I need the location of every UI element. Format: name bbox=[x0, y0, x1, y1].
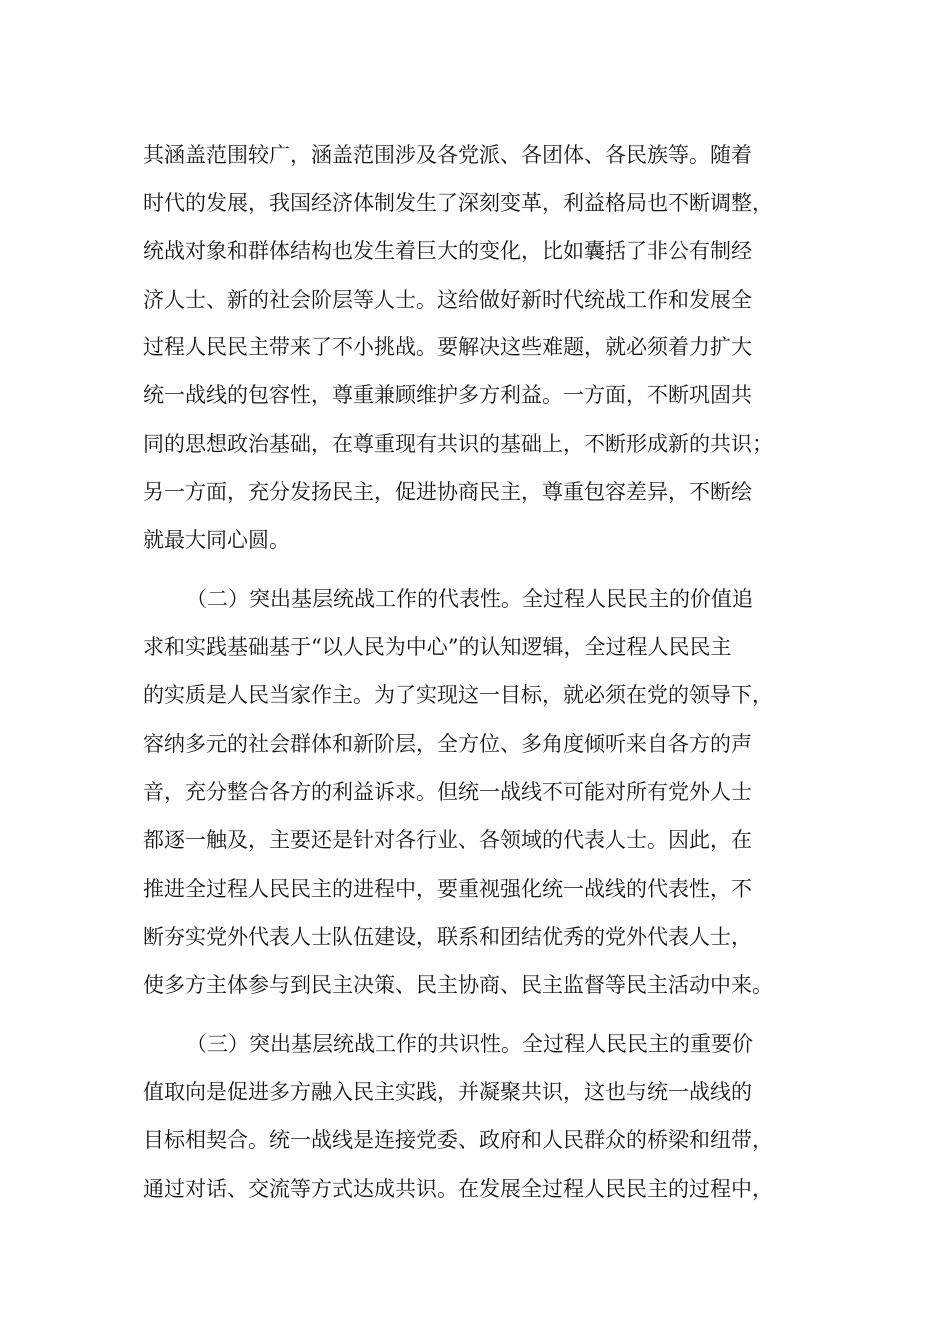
text-line: 容纳多元的社会群体和新阶层，全方位、多角度倾听来自各方的声 bbox=[143, 732, 752, 756]
paragraph-heading-line: （三）突出基层统战工作的共识性。全过程人民民主的重要价 bbox=[186, 1032, 753, 1056]
text-line: 值取向是促进多方融入民主实践，并凝聚共识，这也与统一战线的 bbox=[143, 1080, 752, 1104]
text-line: 断夯实党外代表人士队伍建设，联系和团结优秀的党外代表人士， bbox=[143, 925, 752, 949]
text-line: 时代的发展，我国经济体制发生了深刻变革，利益格局也不断调整， bbox=[143, 191, 773, 215]
text-line: 使多方主体参与到民主决策、民主协商、民主监督等民主活动中来。 bbox=[143, 973, 773, 997]
text-line: 音，充分整合各方的利益诉求。但统一战线不可能对所有党外人士 bbox=[143, 780, 752, 804]
text-line: 同的思想政治基础，在尊重现有共识的基础上，不断形成新的共识； bbox=[143, 432, 773, 456]
text-line: 都逐一触及，主要还是针对各行业、各领域的代表人士。因此，在 bbox=[143, 828, 752, 852]
text-line: 过程人民民主带来了不小挑战。要解决这些难题，就必须着力扩大 bbox=[143, 335, 752, 359]
text-line: 统战对象和群体结构也发生着巨大的变化，比如囊括了非公有制经 bbox=[143, 239, 752, 263]
text-line: 目标相契合。统一战线是连接党委、政府和人民群众的桥梁和纽带， bbox=[143, 1128, 773, 1152]
text-line: 的实质是人民当家作主。为了实现这一目标，就必须在党的领导下， bbox=[143, 683, 773, 707]
text-line: 济人士、新的社会阶层等人士。这给做好新时代统战工作和发展全 bbox=[143, 288, 752, 312]
paragraph-heading-line: （二）突出基层统战工作的代表性。全过程人民民主的价值追 bbox=[186, 587, 753, 611]
text-line: 求和实践基础基于“以人民为中心”的认知逻辑，全过程人民民主 bbox=[143, 635, 732, 659]
text-line: 其涵盖范围较广，涵盖范围涉及各党派、各团体、各民族等。随着 bbox=[143, 143, 752, 167]
text-line: 就最大同心圆。 bbox=[143, 528, 290, 552]
text-line: 推进全过程人民民主的进程中，要重视强化统一战线的代表性，不 bbox=[143, 877, 752, 901]
text-line: 另一方面，充分发扬民主，促进协商民主，尊重包容差异，不断绘 bbox=[143, 480, 752, 504]
text-line: 通过对话、交流等方式达成共识。在发展全过程人民民主的过程中， bbox=[143, 1177, 773, 1201]
text-line: 统一战线的包容性，尊重兼顾维护多方利益。一方面，不断巩固共 bbox=[143, 383, 752, 407]
